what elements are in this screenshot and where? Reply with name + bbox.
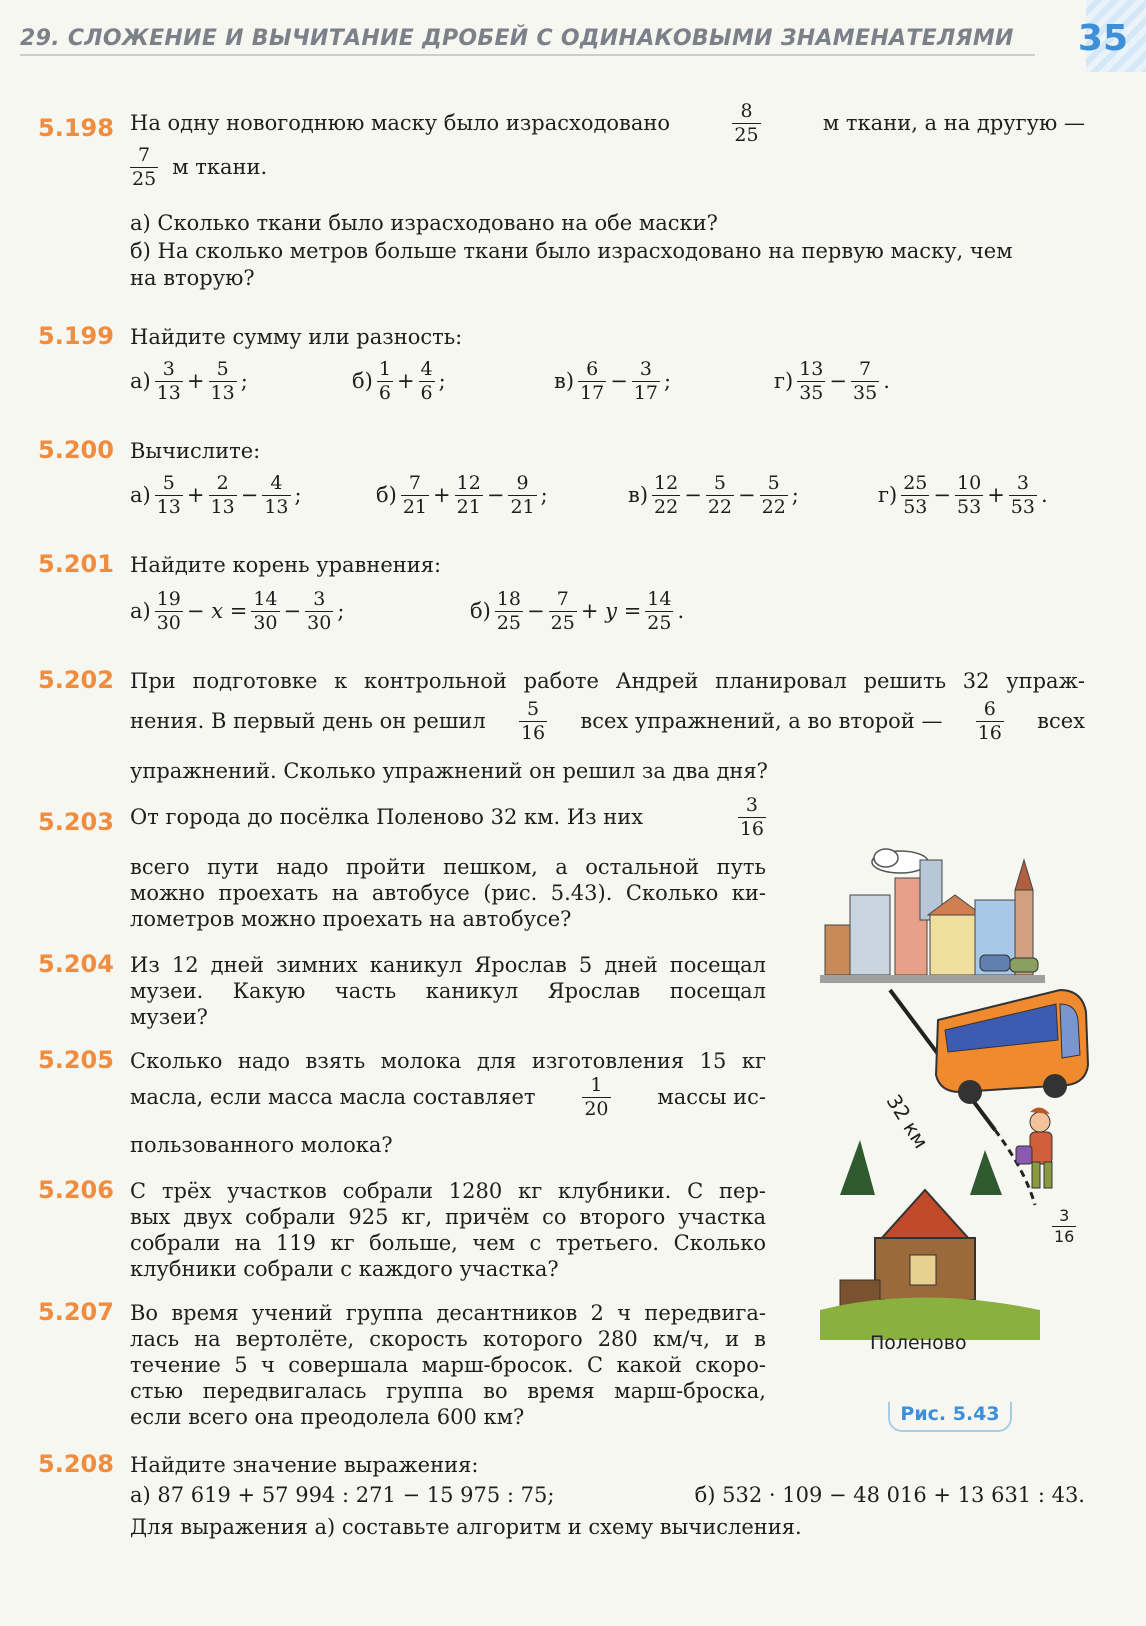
problem-text: Найдите сумму или разность: bbox=[130, 325, 463, 349]
problem-line: лометров можно проехать на автобусе? bbox=[130, 907, 572, 931]
problem-line: При подготовке к контрольной работе Андрей планировал решить 32 упраж- bbox=[130, 669, 1085, 693]
expression-a: а) $\frac{3}{13}$ + $\frac{5}{13}$ ; bbox=[130, 358, 248, 404]
problem-line bbox=[130, 102, 1085, 145]
expression-d: г) $\frac{13}{35}$ − $\frac{7}{35}$ . bbox=[774, 358, 890, 404]
problem-line: клубники собрали с каждого участка? bbox=[130, 1257, 559, 1281]
problem-line: Во время учений группа десантников 2 ч передвига- bbox=[130, 1301, 766, 1325]
problem-line: всего пути надо пройти пешком, а остальной путь bbox=[130, 855, 766, 879]
expression-a: а) $\frac{5}{13}$ + $\frac{2}{13}$ − $\frac{4}{13}$ ; bbox=[130, 472, 302, 518]
problem-line: Сколько надо взять молока для изготовления 15 кг bbox=[130, 1049, 766, 1073]
problem-text: Найдите корень уравнения: bbox=[130, 553, 442, 577]
figure-caption: Рис. 5.43 bbox=[888, 1402, 1012, 1432]
expression-row bbox=[130, 474, 1048, 517]
expression-d: г) $\frac{25}{53}$ − $\frac{10}{53}$ + $\frac{3}{53}$ . bbox=[878, 472, 1048, 518]
figure-fraction: $\frac{3}{16}$ bbox=[1054, 1206, 1075, 1246]
expression-row bbox=[130, 360, 890, 403]
problem-line: масла, если масса масла составляет $\frac{1}{20}$ массы ис- bbox=[130, 1074, 766, 1120]
problem-line: От города до посёлка Поленово 32 км. Из них $\frac{3}{16}$ bbox=[130, 794, 764, 840]
figure-city-bus-village bbox=[820, 840, 1120, 1360]
text: м ткани. bbox=[172, 155, 268, 179]
text: На одну новогоднюю маску было израсходовано bbox=[130, 111, 671, 135]
problem-number: 5.206 bbox=[38, 1176, 114, 1204]
page-header bbox=[0, 0, 1146, 70]
village-house-illustration bbox=[820, 1140, 1040, 1340]
problem-line: течение 5 ч совершала марш-бросок. С какой скоро- bbox=[130, 1353, 766, 1377]
page-number: 35 bbox=[1077, 18, 1128, 59]
equation-row bbox=[130, 590, 684, 633]
fraction: $\frac{8}{25}$ bbox=[734, 100, 759, 146]
question-a: а) Сколько ткани было израсходовано на обе маски? bbox=[130, 211, 718, 235]
problem-number: 5.199 bbox=[38, 322, 114, 350]
problem-line: если всего она преодолела 600 км? bbox=[130, 1405, 525, 1429]
problem-line: Из 12 дней зимних каникул Ярослав 5 дней посещал bbox=[130, 953, 766, 977]
problem-text: Вычислите: bbox=[130, 439, 261, 463]
person-icon bbox=[1016, 1107, 1052, 1188]
problem-line: Найдите значение выражения: bbox=[130, 1453, 479, 1477]
expression-c: в) $\frac{6}{17}$ − $\frac{3}{17}$ ; bbox=[554, 358, 672, 404]
problem-number: 5.202 bbox=[38, 666, 114, 694]
problem-number: 5.204 bbox=[38, 950, 114, 978]
problem-line bbox=[130, 146, 267, 189]
problem-line: С трёх участков собрали 1280 кг клубники. С пер- bbox=[130, 1179, 766, 1203]
city-illustration bbox=[820, 860, 1045, 983]
problem-line: музеи. Какую часть каникул Ярослав посещал bbox=[130, 979, 766, 1003]
equation-a: а) $\frac{19}{30}$ − x = $\frac{14}{30}$ − $\frac{3}{30}$ ; bbox=[130, 588, 345, 634]
bus-icon bbox=[936, 990, 1088, 1104]
expression-c: в) $\frac{12}{22}$ − $\frac{5}{22}$ − $\frac{5}{22}$ ; bbox=[628, 472, 799, 518]
problem-line bbox=[130, 1482, 1085, 1509]
distance-label: 32 км bbox=[881, 1090, 934, 1153]
problem-line: стью передвигалась группа во время марш-броска, bbox=[130, 1379, 766, 1403]
problem-number: 5.207 bbox=[38, 1298, 114, 1326]
expression-b: б) $\frac{7}{21}$ + $\frac{12}{21}$ − $\frac{9}{21}$ ; bbox=[376, 472, 548, 518]
problem-number: 5.200 bbox=[38, 436, 114, 464]
problem-line: вых двух собрали 925 кг, причём со второго участка bbox=[130, 1205, 766, 1229]
equation-b: б) $\frac{18}{25}$ − $\frac{7}{25}$ + y = $\frac{14}{25}$ . bbox=[470, 588, 685, 634]
text: м ткани, а на другую — bbox=[822, 111, 1085, 135]
village-label: Поленово bbox=[870, 1332, 967, 1354]
problem-number: 5.201 bbox=[38, 550, 114, 578]
problem-number: 5.208 bbox=[38, 1450, 114, 1478]
section-title: 29. СЛОЖЕНИЕ И ВЫЧИТАНИЕ ДРОБЕЙ С ОДИНАКОВЫМИ ЗНАМЕНАТЕЛЯМИ bbox=[20, 26, 1014, 51]
problem-line: собрали на 119 кг больше, чем с третьего. Сколько bbox=[130, 1231, 766, 1255]
problem-number: 5.203 bbox=[38, 808, 114, 836]
expression-b: б) $\frac{1}{6}$ + $\frac{4}{6}$ ; bbox=[352, 358, 446, 404]
question-b-cont: на вторую? bbox=[130, 266, 255, 290]
problem-line: упражнений. Сколько упражнений он решил за два дня? bbox=[130, 759, 768, 783]
problem-line: музеи? bbox=[130, 1005, 208, 1029]
problem-number: 5.205 bbox=[38, 1046, 114, 1074]
problem-number: 5.198 bbox=[38, 114, 114, 142]
problem-line: Для выражения а) составьте алгоритм и схему вычисления. bbox=[130, 1515, 802, 1539]
problem-line: лась на вертолёте, скорость которого 280 км/ч, и в bbox=[130, 1327, 766, 1351]
problem-line: можно проехать на автобусе (рис. 5.43). Сколько ки- bbox=[130, 881, 766, 905]
expression-b: б) 532 · 109 − 48 016 + 13 631 : 43. bbox=[694, 1483, 1085, 1507]
expression-a: а) 87 619 + 57 994 : 271 − 15 975 : 75; bbox=[130, 1483, 555, 1507]
question-b: б) На сколько метров больше ткани было израсходовано на первую маску, чем bbox=[130, 239, 1013, 263]
fraction: $\frac{7}{25}$ bbox=[132, 144, 157, 190]
header-rule bbox=[20, 54, 1035, 56]
problem-line: пользованного молока? bbox=[130, 1133, 393, 1157]
problem-line: нения. В первый день он решил $\frac{5}{16}$ всех упражнений, а во второй — $\frac{6}{16}$ всех bbox=[130, 698, 1085, 744]
